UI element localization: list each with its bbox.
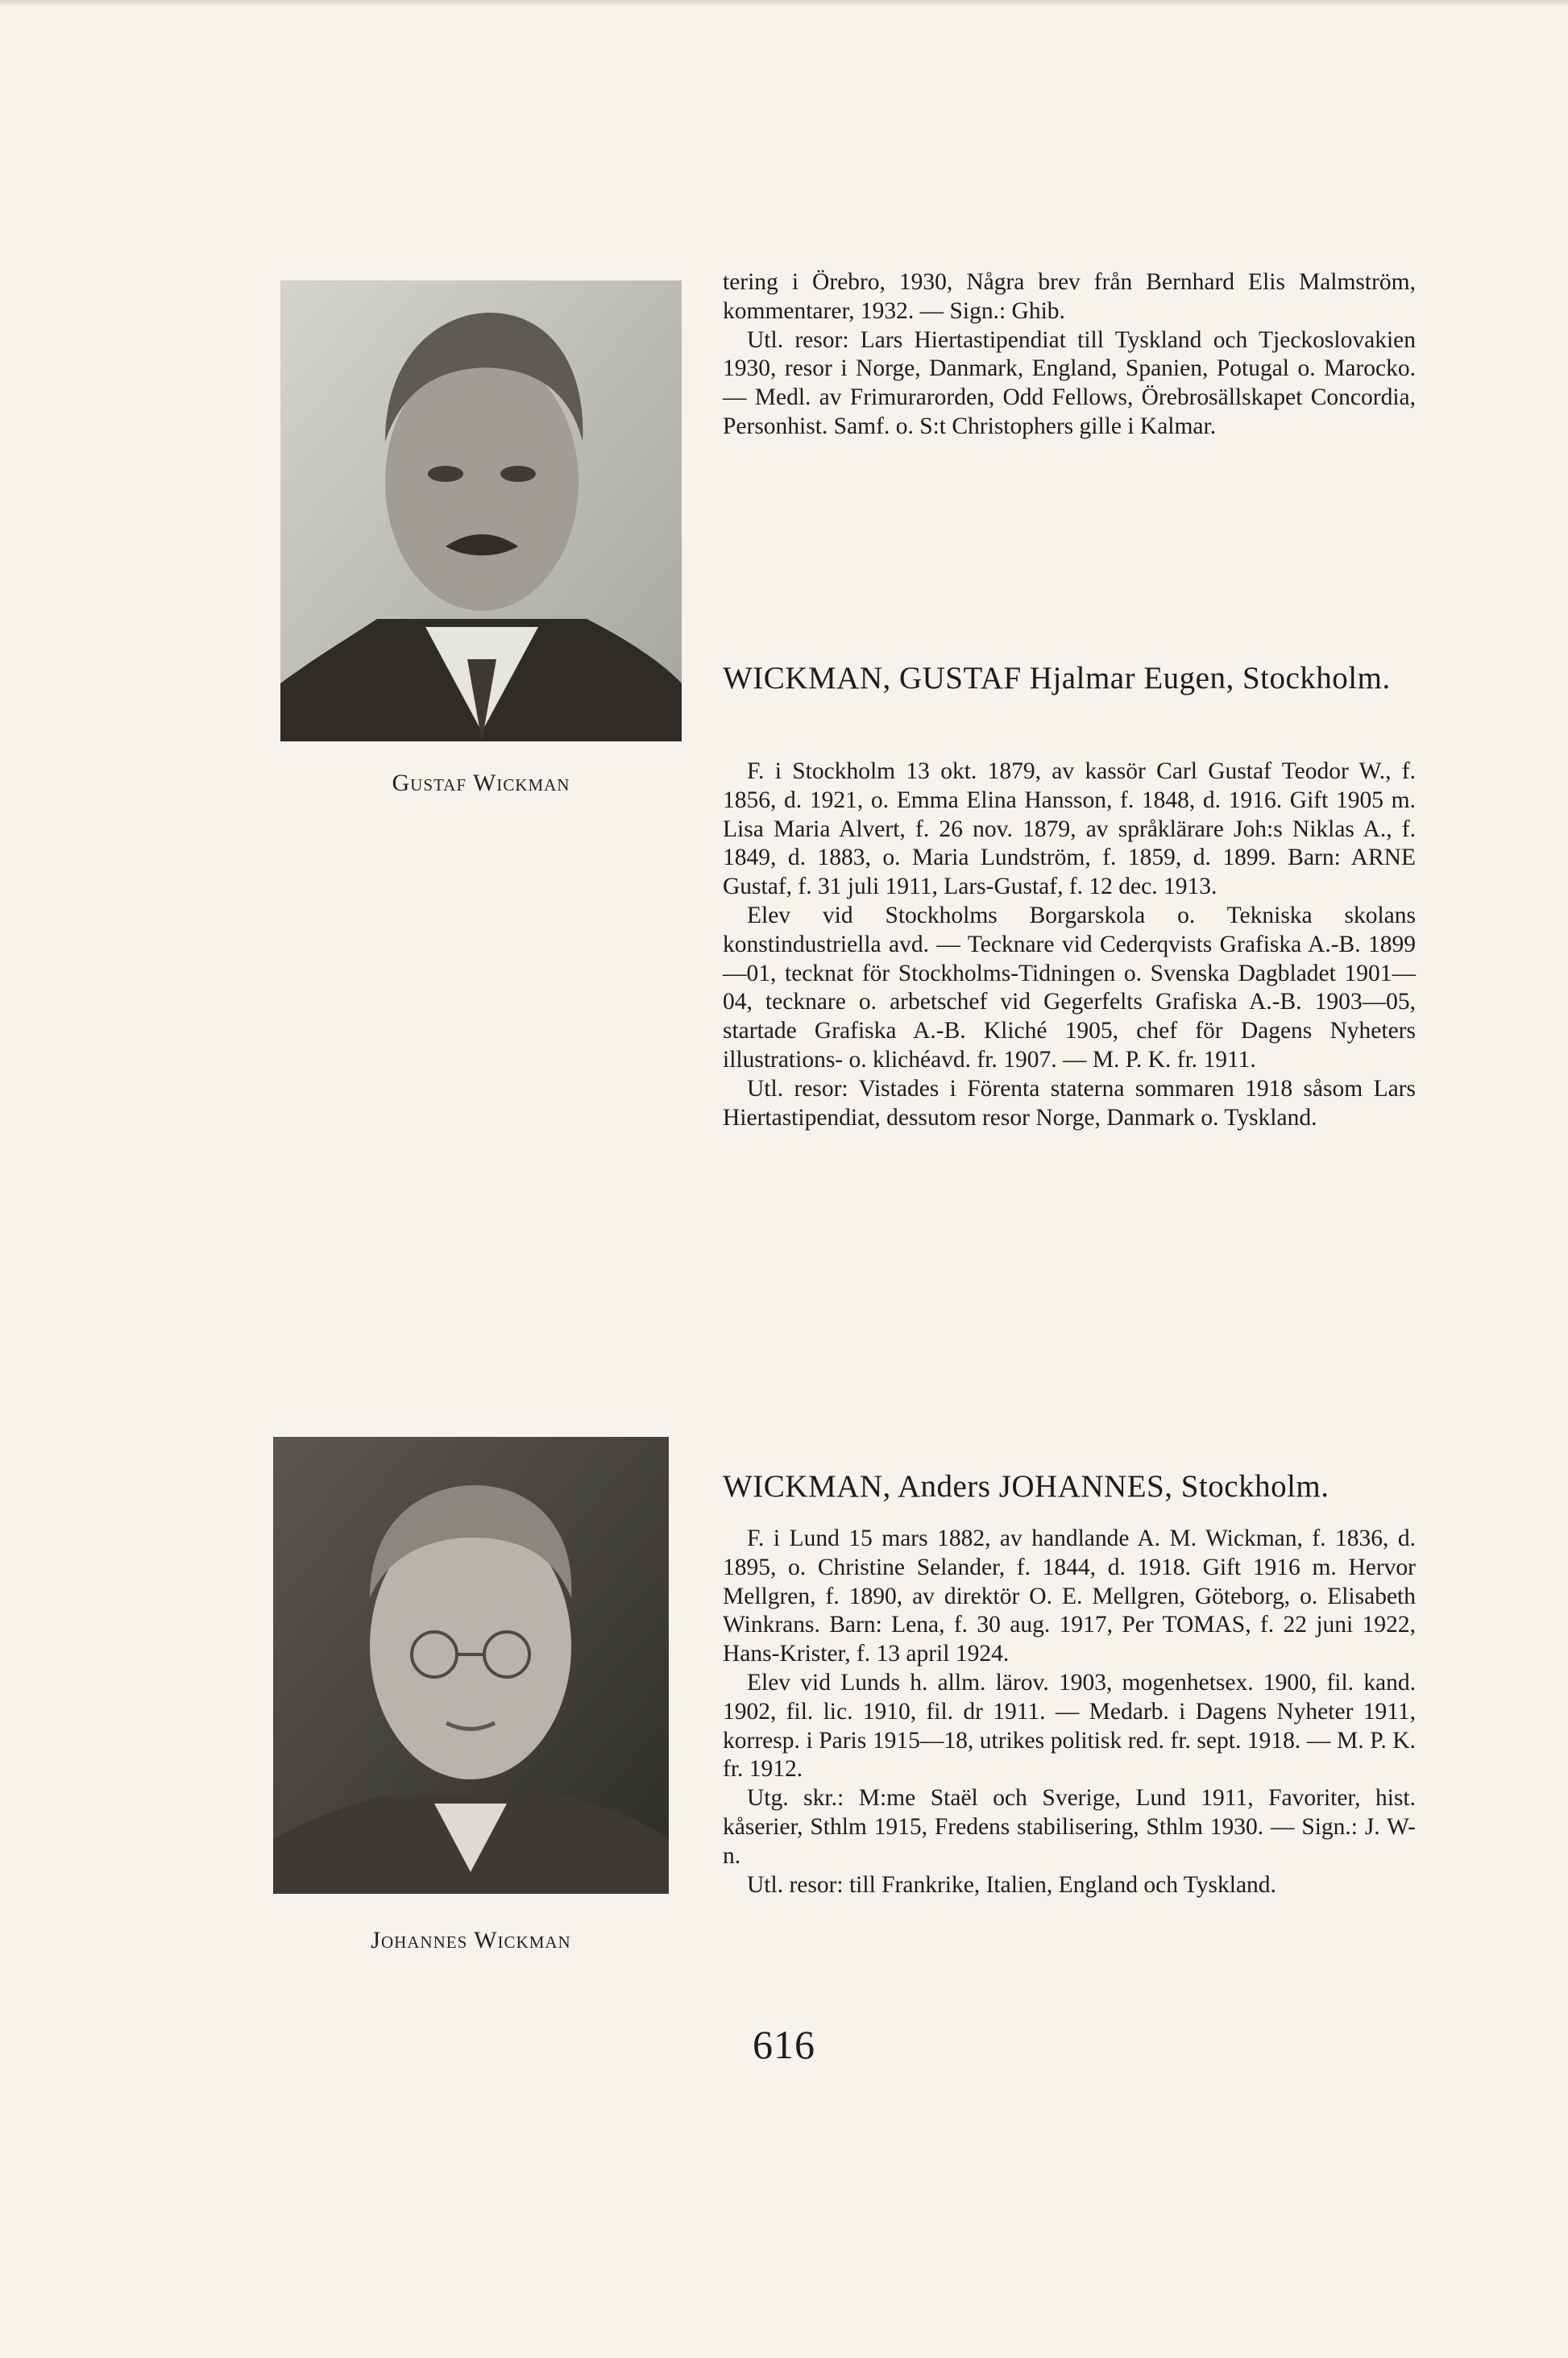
continuation-paragraph: tering i Örebro, 1930, Några brev från Bernhard Elis Malmström, kommentarer, 1932. — Sign.: Ghib. [723,269,1416,324]
entry-paragraph: Utl. resor: till Frankrike, Italien, England och Tyskland. [747,1871,1276,1898]
portrait-figure-icon [280,280,682,741]
entry-heading: WICKMAN, Anders JOHANNES, Stockholm. [723,1469,1329,1504]
entry-heading: WICKMAN, GUSTAF Hjalmar Eugen, Stockholm. [723,661,1391,695]
portrait-caption: Johannes Wickman [371,1927,571,1953]
portrait-photo-gustaf-wickman [280,280,682,741]
entry-paragraph: Utl. resor: Vistades i Förenta staterna sommaren 1918 såsom Lars Hiertastipendiat, dessutom resor Norge, Danmark o. Tyskland. [723,1075,1416,1131]
portrait-caption: Gustaf Wickman [392,770,570,796]
entry-paragraph: F. i Stockholm 13 okt. 1879, av kassör Carl Gustaf Teodor W., f. 1856, d. 1921, o. Emma Elina Hansson, f. 1848, d. 1916. Gift 1905 m. Lisa Maria Alvert, f. 26 nov. 1879, av språklärare Joh:s Niklas A., f. 1849, d. 1883, o. Maria Lundström, f. 1859, d. 1899. Barn: ARNE Gustaf, f. 31 juli 1911, Lars-Gustaf, f. 12 dec. 1913. [723,758,1416,900]
page-number: 616 [753,2022,815,2067]
portrait-figure-icon [273,1437,669,1894]
entry-paragraph: F. i Lund 15 mars 1882, av handlande A. M. Wickman, f. 1836, d. 1895, o. Christine Selander, f. 1844, d. 1918. Gift 1916 m. Hervor Mellgren, f. 1890, av direktör O. E. Mellgren, Göteborg, o. Elisabeth Winkrans. Barn: Lena, f. 30 aug. 1917, Per TOMAS, f. 22 juni 1922, Hans-Krister, f. 13 april 1924. [723,1526,1416,1667]
entry-body [723,758,1416,1132]
continuation-paragraph: Utl. resor: Lars Hiertastipendiat till Tyskland och Tjeckoslovakien 1930, resor i Norge, Danmark, England, Spanien, Potugal o. Marocko. — Medl. av Frimurarorden, Odd Fellows, Örebrosällskapet Concordia, Personhist. Samf. o. S:t Christophers gille i Kalmar. [723,326,1416,439]
portrait-photo-johannes-wickman [273,1437,669,1894]
entry-paragraph: Utg. skr.: M:me Staël och Sverige, Lund 1911, Favoriter, hist. kåserier, Sthlm 1915, Fredens stabilisering, Sthlm 1930. — Sign.: J. W-n. [723,1785,1416,1869]
continuation-text [723,268,1416,442]
entry-body [723,1525,1416,1899]
entry-paragraph: Elev vid Stockholms Borgarskola o. Tekniska skolans konstindustriella avd. — Tecknare vid Cederqvists Grafiska A.-B. 1899—01, tecknat för Stockholms-Tidningen o. Svenska Dagbladet 1901—04, tecknare o. arbetschef vid Gegerfelts Grafiska A.-B. 1903—05, startade Grafiska A.-B. Kliché 1905, chef för Dagens Nyheters illustrations- o. klichéavd. fr. 1907. — M. P. K. fr. 1911. [723,902,1416,1073]
page-edge [0,0,1568,6]
entry-paragraph: Elev vid Lunds h. allm. lärov. 1903, mogenhetsex. 1900, fil. kand. 1902, fil. lic. 1910, fil. dr 1911. — Medarb. i Dagens Nyheter 1911, korresp. i Paris 1915—18, utrikes politisk red. fr. sept. 1918. — M. P. K. fr. 1912. [723,1669,1416,1783]
